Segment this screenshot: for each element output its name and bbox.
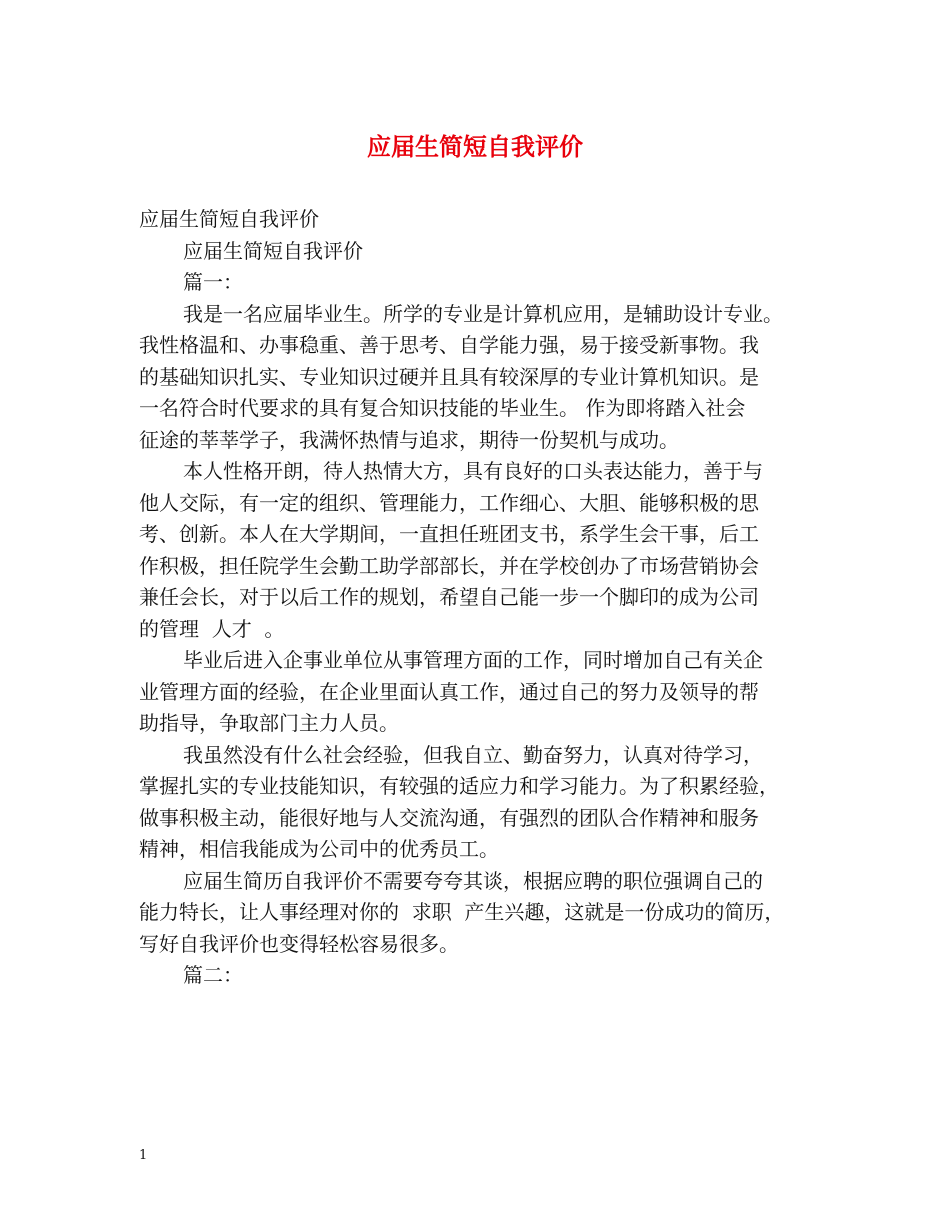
paragraph-line: 的基础知识扎实、专业知识过硬并且具有较深厚的专业计算机知识。是 — [139, 364, 759, 389]
section-label: 篇一： — [183, 270, 243, 294]
paragraph-line: 做事积极主动，能很好地与人交流沟通，有强烈的团队合作精神和服务 — [139, 805, 759, 830]
paragraph-line: 写好自我评价也变得轻松容易很多。 — [139, 931, 459, 956]
paragraph-line: 精神，相信我能成为公司中的优秀员工。 — [139, 837, 499, 861]
paragraph-line: 助指导，争取部门主力人员。 — [139, 711, 399, 735]
page-number: 1 — [139, 1148, 148, 1163]
paragraph-line: 能力特长，让人事经理对你的 求职 产生兴趣，这就是一份成功的简历， — [139, 900, 785, 924]
paragraph-line: 征途的莘莘学子，我满怀热情与追求，期待一份契机与成功。 — [139, 427, 679, 452]
paragraph-line: 他人交际，有一定的组织、管理能力，工作细心、大胆、能够积极的思 — [139, 490, 759, 515]
paragraph-line: 本人性格开朗，待人热情大方，具有良好的口头表达能力，善于与 — [183, 459, 763, 483]
paragraph-line: 毕业后进入企事业单位从事管理方面的工作，同时增加自己有关企 — [183, 648, 763, 672]
paragraph-line: 业管理方面的经验，在企业里面认真工作，通过自己的努力及领导的帮 — [139, 679, 759, 704]
paragraph-line: 掌握扎实的专业技能知识，有较强的适应力和学习能力。为了积累经验， — [139, 774, 779, 798]
paragraph-line: 我虽然没有什么社会经验，但我自立、勤奋努力，认真对待学习， — [183, 742, 763, 767]
document-body — [139, 204, 829, 992]
paragraph-line: 我是一名应届毕业生。所学的专业是计算机应用，是辅助设计专业。 — [183, 301, 783, 326]
paragraph — [139, 740, 829, 866]
paragraph-line: 作积极，担任院学生会勤工助学部部长，并在学校创办了市场营销协会 — [139, 553, 759, 578]
paragraph — [139, 456, 829, 645]
paragraph — [139, 645, 829, 740]
paragraph-line: 一名符合时代要求的具有复合知识技能的毕业生。 作为即将踏入社会 — [139, 396, 746, 420]
paragraph-line: 考、创新。本人在大学期间，一直担任班团支书，系学生会干事，后工 — [139, 522, 759, 546]
paragraph-line: 应届生简历自我评价不需要夸夸其谈，根据应聘的职位强调自己的 — [183, 868, 763, 893]
paragraph-line: 我性格温和、办事稳重、善于思考、自学能力强，易于接受新事物。我 — [139, 333, 759, 357]
paragraph-line: 的管理 人才 。 — [139, 616, 285, 641]
paragraph-line: 兼任会长，对于以后工作的规划，希望自己能一步一个脚印的成为公司 — [139, 585, 759, 609]
heading-plain: 应届生简短自我评价 — [139, 207, 319, 231]
document-title: 应届生简短自我评价 — [367, 132, 583, 161]
heading-indented: 应届生简短自我评价 — [183, 238, 363, 263]
section-label: 篇二： — [183, 963, 243, 987]
paragraph — [139, 866, 829, 961]
paragraph — [139, 299, 829, 457]
